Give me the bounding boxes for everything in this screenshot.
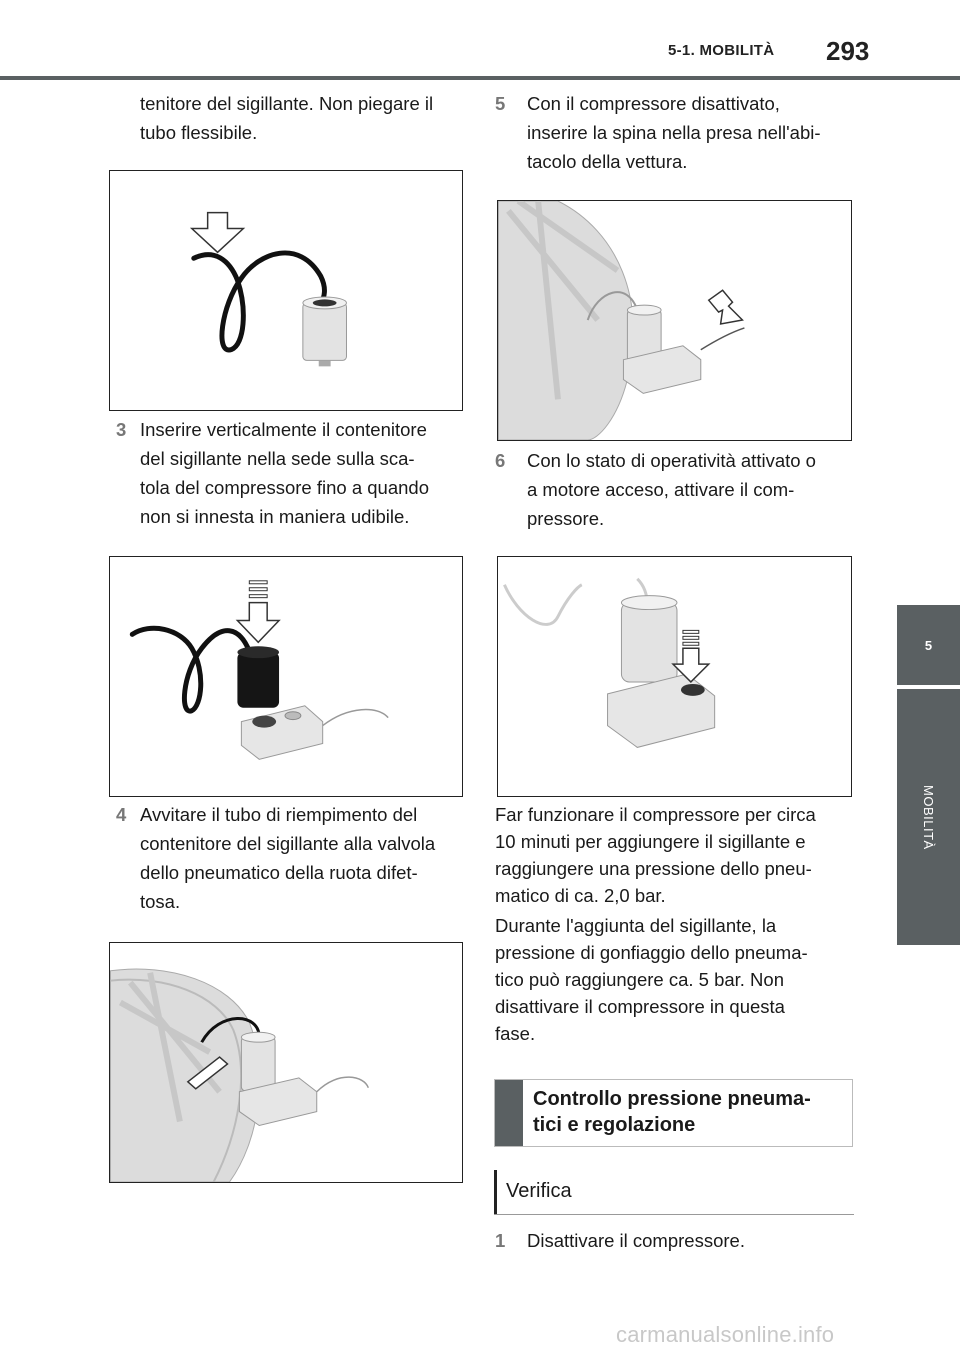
subheading-rule (494, 1214, 854, 1215)
watermark: carmanualsonline.info (616, 1322, 835, 1347)
running-header-section: 5-1. MOBILITÀ (668, 42, 775, 59)
figure-activate-compressor (497, 556, 852, 797)
text-line: Con il compressore disattivato, (527, 93, 780, 114)
text-line: a motore acceso, attivare il com- (527, 479, 795, 500)
step-number: 3 (116, 419, 127, 440)
step-5-text (527, 89, 821, 176)
text-line: Controllo pressione pneuma- (533, 1088, 811, 1110)
text-line: matico di ca. 2,0 bar. (495, 885, 666, 906)
figure-insert-container (109, 556, 463, 797)
step-4-text (140, 800, 435, 916)
text-line: tubo flessibile. (140, 122, 258, 143)
section-heading-bar (495, 1080, 523, 1146)
paragraph-run-time (495, 801, 816, 909)
text-line: tola del compressore fino a quando (140, 477, 429, 498)
text-line: del sigillante nella sede sulla sca- (140, 448, 415, 469)
chapter-tab-number: 5 (897, 605, 960, 685)
chapter-tab-label: MOBILITÀ (921, 784, 936, 850)
step-6-text (527, 446, 816, 533)
figure-hose-to-valve (109, 942, 463, 1183)
text-line: tici e regolazione (533, 1114, 696, 1136)
illustration-compressor-switch (498, 557, 851, 796)
step-1-text (527, 1226, 745, 1255)
text-line: tico può raggiungere ca. 5 bar. Non (495, 969, 784, 990)
page-number: 293 (826, 36, 870, 66)
text-line: disattivare il compressore in questa (495, 996, 785, 1017)
figure-sealant-container-hose (109, 170, 463, 411)
step-3-text (140, 415, 429, 531)
section-heading-title (533, 1086, 845, 1138)
step-number: 4 (116, 804, 127, 825)
text-line: Disattivare il compressore. (527, 1230, 745, 1251)
text-line: 10 minuti per aggiungere il sigillante e (495, 831, 806, 852)
intro-text (140, 89, 433, 147)
text-line: Durante l'aggiunta del sigillante, la (495, 915, 777, 936)
paragraph-pressure-warning (495, 912, 808, 1047)
text-line: non si innesta in maniera udibile. (140, 506, 410, 527)
figure-plug-socket (497, 200, 852, 441)
subheading: Verifica (506, 1180, 572, 1202)
text-line: Inserire verticalmente il contenitore (140, 419, 427, 440)
illustration-wheel-valve (110, 943, 462, 1182)
text-line: Avvitare il tubo di riempimento del (140, 804, 418, 825)
text-line: Far funzionare il compressore per circa (495, 804, 816, 825)
text-line: inserire la spina nella presa nell'abi- (527, 122, 821, 143)
section-heading (494, 1079, 853, 1147)
text-line: tenitore del sigillante. Non piegare il (140, 93, 434, 114)
step-number: 6 (495, 450, 506, 471)
illustration-insert-container (110, 557, 462, 796)
text-line: pressione di gonfiaggio dello pneuma- (495, 942, 808, 963)
text-line: contenitore del sigillante alla valvola (140, 833, 436, 854)
illustration-plug-compressor (498, 201, 851, 440)
chapter-tab-label-wrap (897, 689, 960, 945)
text-line: tosa. (140, 891, 181, 912)
step-number: 5 (495, 93, 506, 114)
text-line: raggiungere una pressione dello pneu- (495, 858, 812, 879)
text-line: tacolo della vettura. (527, 151, 688, 172)
text-line: dello pneumatico della ruota difet- (140, 862, 418, 883)
text-line: Con lo stato di operatività attivato o (527, 450, 816, 471)
illustration-sealant-container (110, 171, 462, 410)
step-number: 1 (495, 1230, 506, 1251)
text-line: pressore. (527, 508, 605, 529)
subheading-bar (494, 1170, 497, 1215)
text-line: fase. (495, 1023, 536, 1044)
header-rule (0, 76, 960, 80)
